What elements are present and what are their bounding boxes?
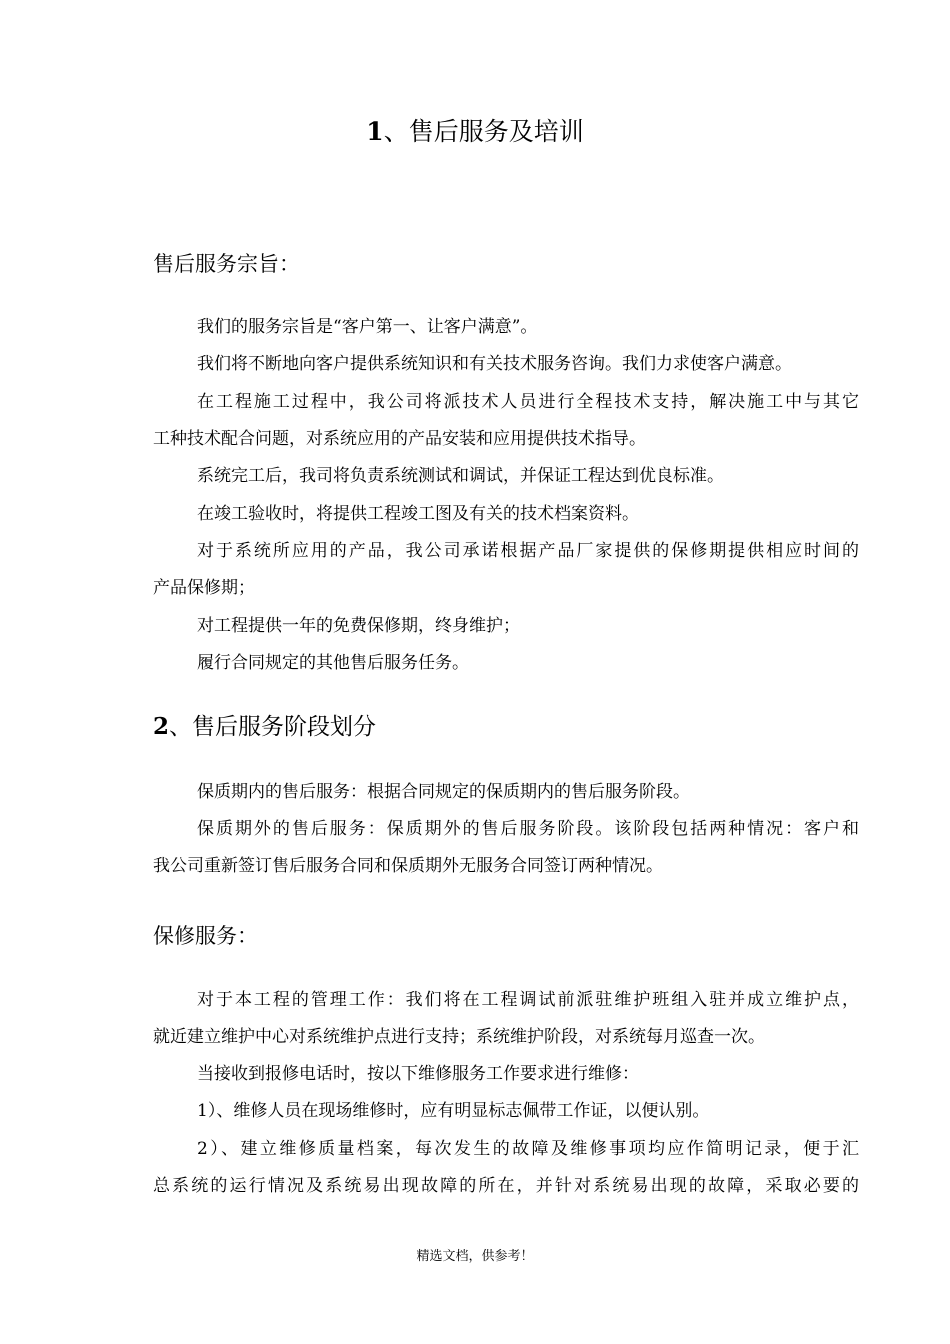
paragraph-line: 对于系统所应用的产品，我公司承诺根据产品厂家提供的保修期提供相应时间的: [197, 541, 859, 561]
paragraph: [153, 813, 859, 882]
paragraph-line: 履行合同规定的其他售后服务任务。: [197, 653, 469, 673]
paragraph: [153, 647, 859, 679]
paragraph-line: 工种技术配合问题，对系统应用的产品安装和应用提供技术指导。: [153, 429, 646, 449]
paragraph-line: 对工程提供一年的免费保修期，终身维护；: [197, 616, 520, 636]
purpose-heading: 售后服务宗旨：: [153, 252, 300, 276]
section-2-title-text: 、售后服务阶段划分: [169, 714, 377, 740]
paragraph-line: 就近建立维护中心对系统维护点进行支持；系统维护阶段，对系统每月巡查一次。: [153, 1027, 765, 1047]
page-footer: 精选文档，供参考！: [416, 1249, 534, 1264]
paragraph: [153, 460, 859, 492]
paragraph-line: 2）、建立维修质量档案，每次发生的故障及维修事项均应作简明记录，便于汇: [197, 1139, 859, 1159]
paragraph: [153, 1133, 859, 1202]
paragraph: [153, 1095, 859, 1127]
paragraph: [153, 776, 859, 808]
section-1-title-text: 、售后服务及培训: [383, 117, 584, 146]
paragraph: [153, 386, 859, 455]
paragraph-line: 产品保修期；: [153, 578, 255, 598]
section-1-number: 1: [366, 117, 384, 146]
paragraph-line: 1）、维修人员在现场维修时，应有明显标志佩带工作证，以便认别。: [197, 1101, 710, 1121]
section-1-title: [0, 112, 950, 152]
paragraph-line: 保质期内的售后服务：根据合同规定的保质期内的售后服务阶段。: [197, 782, 690, 802]
paragraph-line: 我公司重新签订售后服务合同和保质期外无服务合同签订两种情况。: [153, 856, 663, 876]
section-2-number: 2: [153, 713, 170, 740]
paragraph-line: 在竣工验收时，将提供工程竣工图及有关的技术档案资料。: [197, 504, 639, 524]
repair-heading: 保修服务：: [153, 924, 258, 948]
paragraph: [153, 311, 859, 343]
paragraph: [153, 498, 859, 530]
paragraph-line: 总系统的运行情况及系统易出现故障的所在，并针对系统易出现的故障，采取必要的: [153, 1176, 859, 1196]
paragraph-line: 对于本工程的管理工作：我们将在工程调试前派驻维护班组入驻并成立维护点，: [197, 990, 859, 1010]
paragraph-line: 保质期外的售后服务：保质期外的售后服务阶段。该阶段包括两种情况：客户和: [197, 819, 859, 839]
paragraph-line: 在工程施工过程中，我公司将派技术人员进行全程技术支持，解决施工中与其它: [197, 392, 859, 412]
paragraph-line: 我们的服务宗旨是“客户第一、让客户满意”。: [197, 317, 538, 337]
section-2-title: [153, 711, 376, 743]
paragraph-line: 系统完工后，我司将负责系统测试和调试，并保证工程达到优良标准。: [197, 466, 724, 486]
paragraph-line: 我们将不断地向客户提供系统知识和有关技术服务咨询。我们力求使客户满意。: [197, 354, 792, 374]
paragraph-line: 当接收到报修电话时，按以下维修服务工作要求进行维修：: [197, 1064, 639, 1084]
paragraph: [153, 535, 859, 604]
paragraph: [153, 1058, 859, 1090]
paragraph: [153, 984, 859, 1053]
paragraph: [153, 348, 859, 380]
paragraph: [153, 610, 859, 642]
